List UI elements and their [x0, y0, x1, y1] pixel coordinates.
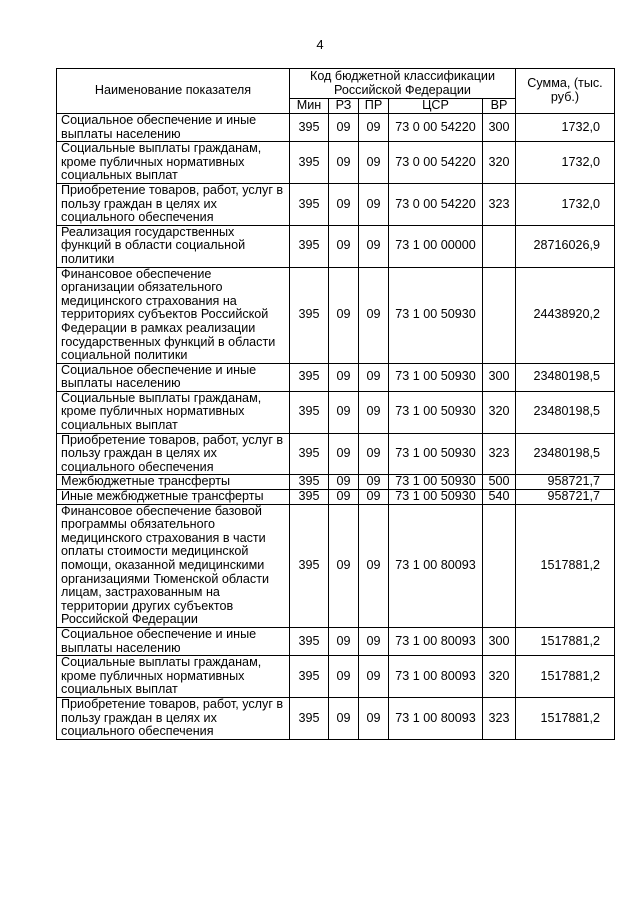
row-rz: 09 — [329, 656, 359, 698]
row-amount: 1732,0 — [516, 183, 615, 225]
page-number: 4 — [316, 37, 324, 52]
row-name: Социальные выплаты гражданам, кроме публичных нормативных социальных выплат — [57, 656, 290, 698]
row-vr: 323 — [483, 183, 516, 225]
table-row — [57, 114, 615, 142]
header-pr: ПР — [359, 99, 389, 114]
row-vr: 300 — [483, 363, 516, 391]
row-amount: 23480198,5 — [516, 433, 615, 475]
budget-table — [56, 68, 615, 740]
row-csr: 73 1 00 50930 — [389, 475, 483, 490]
row-csr: 73 1 00 80093 — [389, 504, 483, 627]
row-pr: 09 — [359, 363, 389, 391]
row-amount: 1517881,2 — [516, 656, 615, 698]
table-row — [57, 627, 615, 655]
row-amount: 1732,0 — [516, 142, 615, 184]
row-amount: 1517881,2 — [516, 697, 615, 739]
row-pr: 09 — [359, 490, 389, 505]
row-amount: 1732,0 — [516, 114, 615, 142]
header-vr: ВР — [483, 99, 516, 114]
row-csr: 73 0 00 54220 — [389, 114, 483, 142]
row-name: Социальные выплаты гражданам, кроме публичных нормативных социальных выплат — [57, 142, 290, 184]
row-amount: 958721,7 — [516, 475, 615, 490]
row-pr: 09 — [359, 225, 389, 267]
row-pr: 09 — [359, 183, 389, 225]
row-pr: 09 — [359, 142, 389, 184]
row-rz: 09 — [329, 391, 359, 433]
row-min: 395 — [290, 656, 329, 698]
row-name: Реализация государственных функций в области социальной политики — [57, 225, 290, 267]
row-pr: 09 — [359, 656, 389, 698]
table-row — [57, 363, 615, 391]
row-min: 395 — [290, 225, 329, 267]
header-code-group: Код бюджетной классификации Российской Федерации — [290, 69, 516, 99]
table-row — [57, 475, 615, 490]
row-name: Приобретение товаров, работ, услуг в пользу граждан в целях их социального обеспечения — [57, 183, 290, 225]
row-rz: 09 — [329, 433, 359, 475]
row-rz: 09 — [329, 225, 359, 267]
row-csr: 73 1 00 50930 — [389, 267, 483, 363]
table-row — [57, 656, 615, 698]
row-csr: 73 0 00 54220 — [389, 142, 483, 184]
row-name: Приобретение товаров, работ, услуг в пользу граждан в целях их социального обеспечения — [57, 697, 290, 739]
row-vr — [483, 267, 516, 363]
row-amount: 23480198,5 — [516, 391, 615, 433]
row-name: Социальное обеспечение и иные выплаты населению — [57, 363, 290, 391]
row-vr: 323 — [483, 433, 516, 475]
row-rz: 09 — [329, 142, 359, 184]
row-rz: 09 — [329, 697, 359, 739]
row-name: Финансовое обеспечение базовой программы обязательного медицинского страхования в части оплаты стоимости медицинской помощи, оказанной медицинскими организациями Тюменской области лицам, застрахованным на территории других субъектов Российской Федерации — [57, 504, 290, 627]
row-csr: 73 0 00 54220 — [389, 183, 483, 225]
row-rz: 09 — [329, 504, 359, 627]
row-vr: 320 — [483, 391, 516, 433]
row-vr — [483, 225, 516, 267]
row-name: Социальные выплаты гражданам, кроме публичных нормативных социальных выплат — [57, 391, 290, 433]
row-vr: 300 — [483, 627, 516, 655]
row-pr: 09 — [359, 504, 389, 627]
row-pr: 09 — [359, 433, 389, 475]
row-csr: 73 1 00 00000 — [389, 225, 483, 267]
row-min: 395 — [290, 490, 329, 505]
row-pr: 09 — [359, 697, 389, 739]
row-csr: 73 1 00 80093 — [389, 627, 483, 655]
row-min: 395 — [290, 697, 329, 739]
row-csr: 73 1 00 50930 — [389, 433, 483, 475]
row-csr: 73 1 00 80093 — [389, 656, 483, 698]
row-name: Приобретение товаров, работ, услуг в пользу граждан в целях их социального обеспечения — [57, 433, 290, 475]
row-min: 395 — [290, 504, 329, 627]
header-rz: РЗ — [329, 99, 359, 114]
table-row — [57, 267, 615, 363]
row-min: 395 — [290, 627, 329, 655]
row-vr: 540 — [483, 490, 516, 505]
row-pr: 09 — [359, 267, 389, 363]
row-csr: 73 1 00 50930 — [389, 363, 483, 391]
row-csr: 73 1 00 50930 — [389, 490, 483, 505]
row-name: Межбюджетные трансферты — [57, 475, 290, 490]
row-vr: 320 — [483, 656, 516, 698]
table-row — [57, 504, 615, 627]
table-row — [57, 142, 615, 184]
row-min: 395 — [290, 183, 329, 225]
row-min: 395 — [290, 267, 329, 363]
row-rz: 09 — [329, 363, 359, 391]
row-csr: 73 1 00 80093 — [389, 697, 483, 739]
row-rz: 09 — [329, 627, 359, 655]
row-rz: 09 — [329, 114, 359, 142]
table-row — [57, 391, 615, 433]
row-vr — [483, 504, 516, 627]
header-amount: Сумма, (тыс. руб.) — [516, 69, 615, 114]
row-vr: 500 — [483, 475, 516, 490]
header-min: Мин — [290, 99, 329, 114]
table-body — [57, 114, 615, 740]
header-csr: ЦСР — [389, 99, 483, 114]
table-row — [57, 183, 615, 225]
row-amount: 1517881,2 — [516, 627, 615, 655]
row-pr: 09 — [359, 475, 389, 490]
row-rz: 09 — [329, 267, 359, 363]
row-pr: 09 — [359, 627, 389, 655]
table-row — [57, 697, 615, 739]
row-vr: 300 — [483, 114, 516, 142]
row-name: Иные межбюджетные трансферты — [57, 490, 290, 505]
row-rz: 09 — [329, 183, 359, 225]
row-pr: 09 — [359, 114, 389, 142]
row-rz: 09 — [329, 490, 359, 505]
row-csr: 73 1 00 50930 — [389, 391, 483, 433]
row-vr: 320 — [483, 142, 516, 184]
table-row — [57, 433, 615, 475]
row-vr: 323 — [483, 697, 516, 739]
row-name: Финансовое обеспечение организации обязательного медицинского страхования на территориях субъектов Российской Федерации в рамках реализации государственных функций в области социальной политики — [57, 267, 290, 363]
row-amount: 23480198,5 — [516, 363, 615, 391]
header-name: Наименование показателя — [57, 69, 290, 114]
row-min: 395 — [290, 391, 329, 433]
row-name: Социальное обеспечение и иные выплаты населению — [57, 627, 290, 655]
row-min: 395 — [290, 433, 329, 475]
row-min: 395 — [290, 114, 329, 142]
row-amount: 24438920,2 — [516, 267, 615, 363]
row-amount: 28716026,9 — [516, 225, 615, 267]
row-amount: 958721,7 — [516, 490, 615, 505]
row-min: 395 — [290, 475, 329, 490]
row-pr: 09 — [359, 391, 389, 433]
row-name: Социальное обеспечение и иные выплаты населению — [57, 114, 290, 142]
table-row — [57, 225, 615, 267]
table-row — [57, 490, 615, 505]
row-min: 395 — [290, 142, 329, 184]
row-min: 395 — [290, 363, 329, 391]
row-amount: 1517881,2 — [516, 504, 615, 627]
row-rz: 09 — [329, 475, 359, 490]
